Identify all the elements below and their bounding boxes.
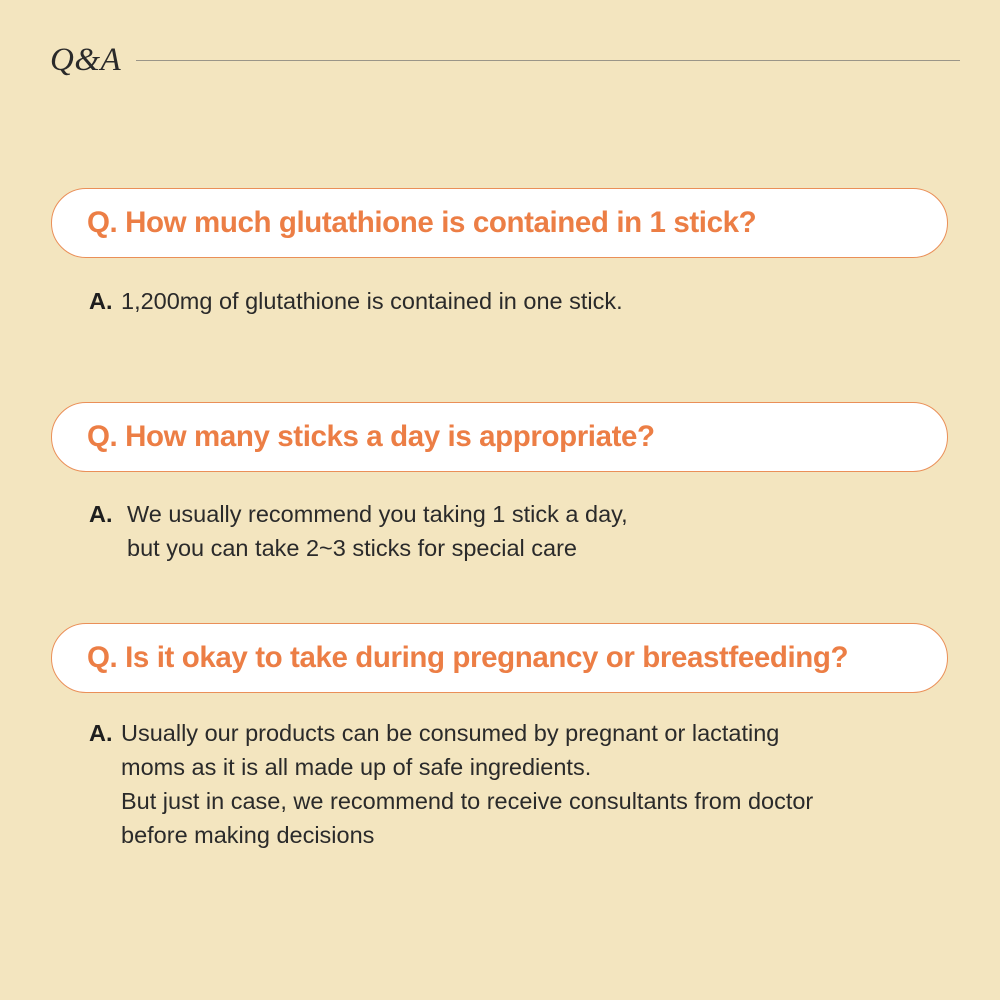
question-pill: [51, 188, 948, 258]
answer-line: We usually recommend you taking 1 stick a day,: [127, 501, 628, 527]
faq-item: [51, 623, 948, 852]
qa-header: [50, 38, 960, 82]
answer-block: [89, 497, 948, 565]
answer-line: Usually our products can be consumed by pregnant or lactating: [121, 720, 780, 746]
answer-text: [121, 284, 948, 318]
question-text: Q. Is it okay to take during pregnancy or breastfeeding?: [87, 641, 849, 674]
answer-line: moms as it is all made up of safe ingredients.: [121, 754, 592, 780]
answer-line: but you can take 2~3 sticks for special care: [127, 535, 577, 561]
answer-text: [121, 716, 948, 852]
answer-line: before making decisions: [121, 822, 375, 848]
answer-line: 1,200mg of glutathione is contained in one stick.: [121, 288, 623, 314]
question-pill: [51, 623, 948, 693]
answer-block: [89, 716, 948, 852]
answer-line: But just in case, we recommend to receive consultants from doctor: [121, 788, 814, 814]
answer-prefix: A.: [89, 288, 113, 314]
question-text: Q. How many sticks a day is appropriate?: [87, 420, 655, 453]
question-pill: [51, 402, 948, 472]
answer-prefix: A.: [89, 501, 113, 527]
faq-item: [51, 402, 948, 565]
header-divider: [136, 60, 960, 61]
answer-prefix: A.: [89, 720, 113, 746]
question-text: Q. How much glutathione is contained in 1 stick?: [87, 206, 757, 239]
page-title: Q&A: [50, 42, 122, 78]
answer-block: [89, 284, 948, 318]
faq-item: [51, 188, 948, 318]
answer-text: [127, 497, 948, 565]
